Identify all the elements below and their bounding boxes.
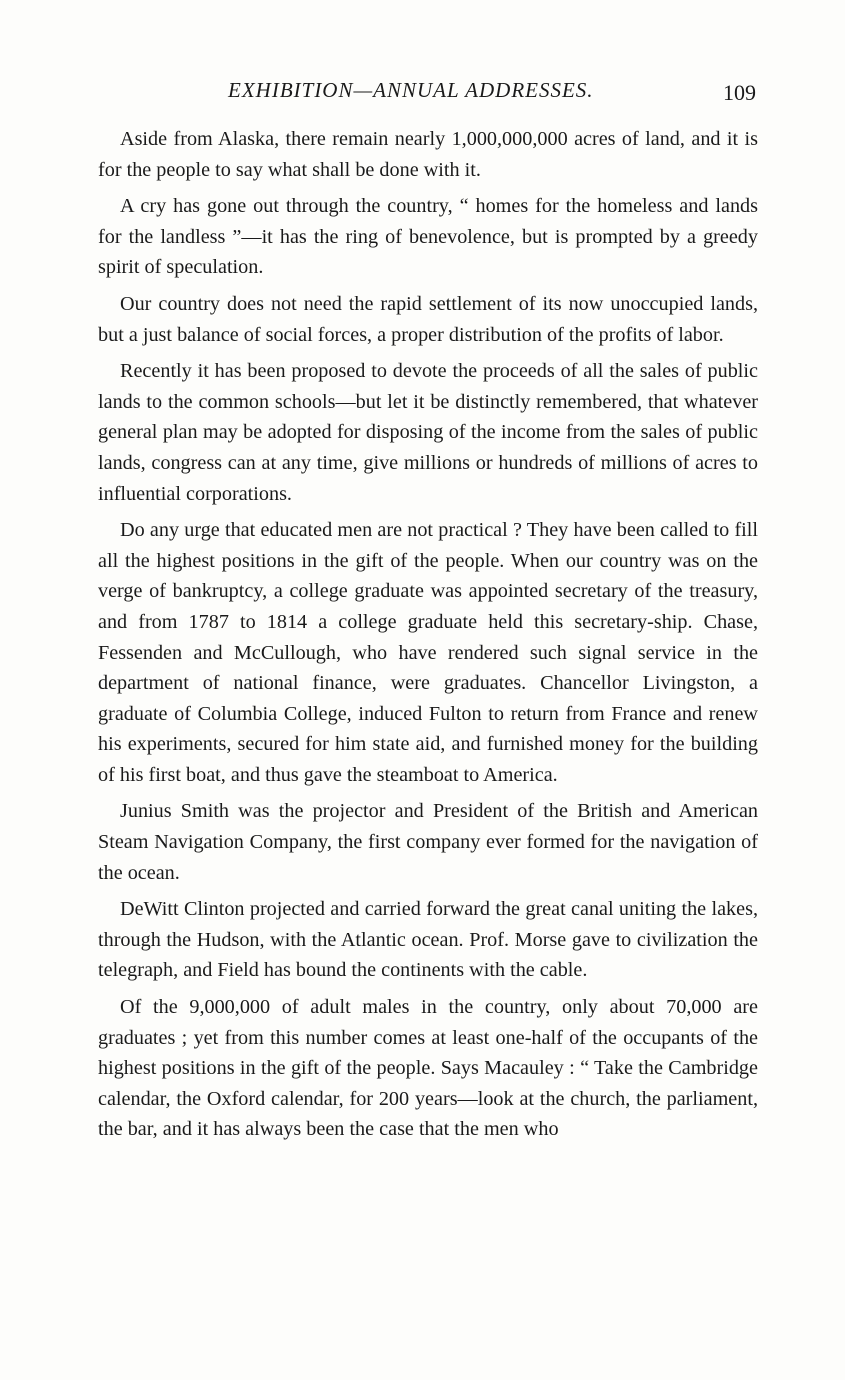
paragraph-dewitt-clinton: DeWitt Clinton projected and carried forward the great canal uniting the lakes, through the Hudson, with the Atlantic ocean. Prof. Morse gave to civilization the telegraph, and Field has bound the continents with the cable. [98, 898, 758, 982]
page-number: 109 [723, 80, 756, 105]
body-text [98, 124, 758, 1151]
paragraph-settlement: Our country does not need the rapid settlement of its now unoccupied lands, but a just balance of social forces, a proper distribution of the profits of labor. [98, 292, 758, 346]
paragraph-educated-men: Do any urge that educated men are not practical ? They have been called to fill all the highest positions in the gift of the people. When our country was on the verge of bankruptcy, a college graduate was appointed secretary of the treasury, and from 1787 to 1814 a college graduate held this secretary-ship. Chase, Fessenden and McCullough, who have rendered such signal service in the department of national finance, were graduates. Chancellor Livingston, a graduate of Columbia College, induced Fulton to return from France and renew his experiments, secured for him state aid, and furnished money for the building of his first boat, and thus gave the steamboat to America. [98, 519, 758, 786]
running-head [98, 78, 758, 112]
paragraph-public-lands-schools: Recently it has been proposed to devote the proceeds of all the sales of public lands to the common schools—but let it be distinctly remembered, that whatever general plan may be adopted for disposing of the income from the sales of public lands, congress can at any time, give millions or hundreds of millions of acres to influential corporations. [98, 360, 758, 505]
paragraph-homes-for-homeless: A cry has gone out through the country, “ homes for the homeless and lands for the landless ”—it has the ring of benevolence, but is prompted by a greedy spirit of speculation. [98, 195, 758, 279]
paragraph-junius-smith: Junius Smith was the projector and President of the British and American Steam Navigation Company, the first company ever formed for the navigation of the ocean. [98, 800, 758, 884]
paragraph-adult-males: Of the 9,000,000 of adult males in the country, only about 70,000 are graduates ; yet from this number comes at least one-half of the occupants of the highest positions in the gift of the people. Says Macauley : “ Take the Cambridge calendar, the Oxford calendar, for 200 years—look at the church, the parliament, the bar, and it has always been the case that the men who [98, 996, 758, 1141]
running-title: EXHIBITION—ANNUAL ADDRESSES. [228, 78, 594, 102]
paragraph-alaska-lands: Aside from Alaska, there remain nearly 1,000,000,000 acres of land, and it is for the people to say what shall be done with it. [98, 128, 758, 181]
